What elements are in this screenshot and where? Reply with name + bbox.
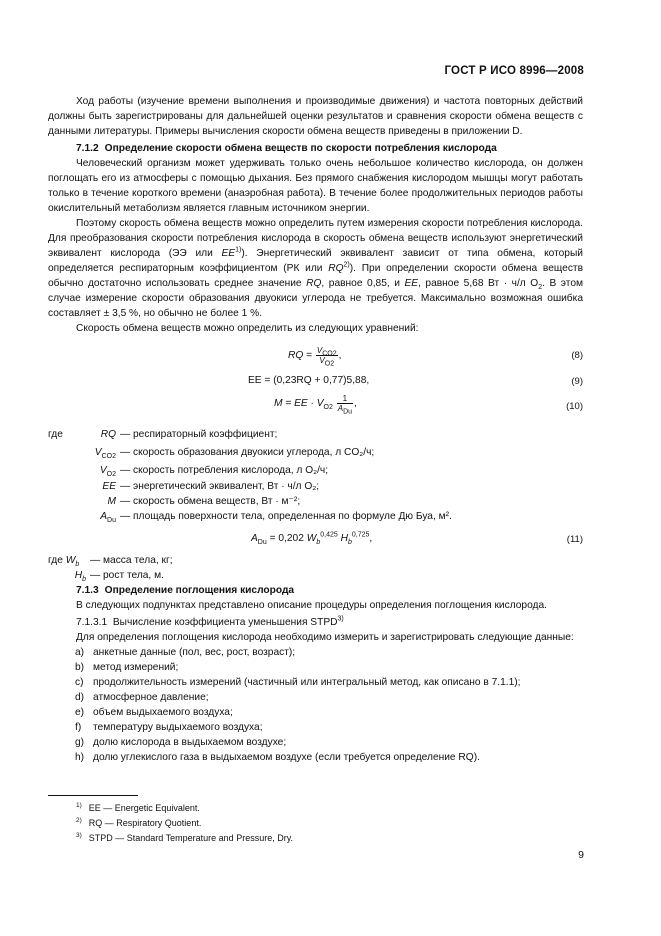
equation-10 xyxy=(48,391,583,419)
list-item: d) атмосферное давление; xyxy=(75,692,209,703)
definition-rq: где RQ — респираторный коэффициент; xyxy=(48,429,278,440)
symbol-definitions-2 xyxy=(48,553,583,583)
footnotes xyxy=(76,801,293,846)
footnote: $^{3)}$ STPD — Standard Temperature and Pressure, Dry. xyxy=(76,832,294,843)
footnote: $^{1)}$ EE — Energetic Equivalent. xyxy=(76,802,200,813)
equation-10-expression: M = EE · $V_{O2}$ $\frac{1}{A_{Du}}$ , xyxy=(274,394,357,416)
page-body xyxy=(48,94,583,765)
section-number: 7.1.2 xyxy=(76,143,99,154)
required-data-list xyxy=(48,645,583,765)
definition-wb: где $W_b$ — масса тела, кг; xyxy=(48,555,173,569)
definition-ee: EE — энергетический эквивалент, Вт · ч/л O₂; xyxy=(102,481,320,492)
section-7-1-3-paragraph: В следующих подпунктах представлено описание процедуры определения поглощения кислорода. xyxy=(76,600,547,611)
paragraph-oxygen-storage: Человеческий организм может удерживать только очень небольшое количество кислорода, он должен поглощать его из атмосферы с помощью дыхания. Без прямого снабжения кислородом мышцы могут работать только в течение короткого времени (анаэробная работа). В течение более продолжительных периодов работы окислительный метаболизм является главным источником энергии. xyxy=(48,158,583,214)
section-7-1-3-1-heading: 7.1.3.1 Вычисление коэффициента уменьшения STPD$^{3)}$ xyxy=(76,615,344,628)
equation-9 xyxy=(48,369,583,391)
paragraph-equations-intro: Скорость обмена веществ можно определить из следующих уравнений: xyxy=(76,323,419,334)
definition-adu: $A_{Du}$ — площадь поверхности тела, определенная по формуле Дю Буа, м². xyxy=(100,511,452,525)
paragraph-energy-equivalent: Поэтому скорость обмена веществ можно определить путем измерения скорости потребления кислорода. Для преобразования скорости потребления кислорода в скорость обмена веществ используют энергетический эквивалент кислорода (ЭЭ или EE$^{1)}$). Энергетический эквивалент зависит от типа обмена, который определяется респираторным коэффициентом (РК или RQ$^{2)}$). При определении скорости обмена веществ обычно достаточно использовать среднее значение RQ, равное 0,85, и EE, равное 5,68 Вт · ч/л $O_2$. В этом случае измерение скорости образования двуокиси углерода не требуется. Максимально возможная ошибка составляет ± 3,5 %, но обычно не более 1 %. xyxy=(48,218,583,319)
section-7-1-3-1-paragraph: Для определения поглощения кислорода необходимо измерить и зарегистрировать следующие данные: xyxy=(76,632,574,643)
definition-vco2: $V_{CO2}$ — скорость образования двуокиси углерода, л CO₂/ч; xyxy=(94,447,375,461)
equation-number: (9) xyxy=(571,376,583,387)
equation-8 xyxy=(48,342,583,369)
equation-11 xyxy=(48,526,583,550)
definition-m: M — скорость обмена веществ, Вт · м⁻²; xyxy=(107,496,301,507)
list-item: c) продолжительность измерений (частичный или интегральный метод, как описано в 7.1.1); xyxy=(75,677,521,688)
definition-hb: $H_b$ — рост тела, м. xyxy=(74,570,164,584)
definition-vo2: $V_{O2}$ — скорость потребления кислорода, л O₂/ч; xyxy=(99,465,329,479)
section-7-1-2-heading xyxy=(76,141,583,156)
list-item: a) анкетные данные (пол, вес, рост, возраст); xyxy=(75,647,296,658)
fraction: $\frac{1}{A_{Du}}$ xyxy=(337,394,353,416)
list-item: g) долю кислорода в выдыхаемом воздухе; xyxy=(75,737,287,748)
list-item: h) долю углекислого газа в выдыхаемом воздухе (если требуется определение RQ). xyxy=(75,752,480,763)
equation-number: (8) xyxy=(571,350,583,361)
document-id: ГОСТ Р ИСО 8996—2008 xyxy=(444,65,584,77)
page-number: 9 xyxy=(578,849,584,861)
section-7-1-3-heading: 7.1.3 Определение поглощения кислорода xyxy=(76,585,295,596)
intro-paragraph: Ход работы (изучение времени выполнения и производимые движения) и частота повторных действий должны быть зарегистрированы для дальнейшей оценки результатов и сравнения скорости обмена веществ с данными литературы. Примеры вычисления скорости обмена веществ приведены в приложении D. xyxy=(48,96,583,137)
footnote-separator xyxy=(48,795,138,796)
list-item: f) температуру выдыхаемого воздуха; xyxy=(75,722,263,733)
fraction: $\frac{V_{CO2}}{V_{O2}}$ xyxy=(316,346,337,368)
list-item: b) метод измерений; xyxy=(75,662,179,673)
list-item: e) объем выдыхаемого воздуха; xyxy=(75,707,233,718)
section-title: Определение скорости обмена веществ по скорости потребления кислорода xyxy=(104,143,497,154)
equation-9-expression: EE = (0,23RQ + 0,77)5,88, xyxy=(248,375,370,386)
equation-number: (10) xyxy=(566,401,583,412)
symbol-definitions xyxy=(48,427,583,524)
equation-11-expression: $A_{Du} = 0,202$ $W_b^{0,425}$ $H_b^{0,725}$, xyxy=(251,531,373,547)
equation-number: (11) xyxy=(566,534,583,545)
footnote: $^{2)}$ RQ — Respiratory Quotient. xyxy=(76,817,202,828)
equation-8-expression: RQ = $\frac{V_{CO2}}{V_{O2}}$ , xyxy=(288,346,342,368)
